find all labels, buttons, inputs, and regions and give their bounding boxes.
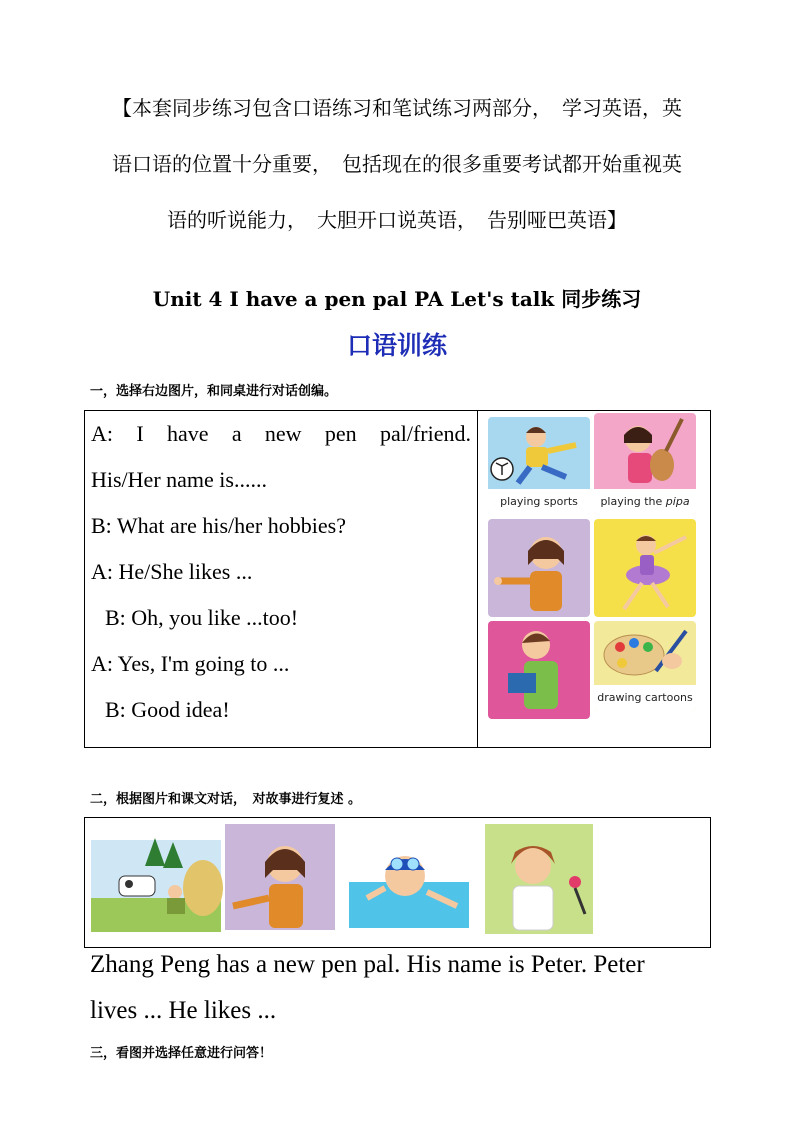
page-subtitle: 口语训练 bbox=[346, 331, 447, 360]
playing-pipa-card bbox=[594, 413, 696, 515]
story-pictures-box bbox=[84, 817, 711, 948]
girl-pointing-picture bbox=[225, 824, 335, 930]
section1-heading: 一，选择右边图片，和同桌进行对话创编。 bbox=[90, 384, 338, 399]
soccer-boy-illustration bbox=[488, 417, 590, 489]
farm-scene-picture bbox=[91, 838, 223, 932]
singing-woman-picture bbox=[485, 824, 593, 934]
section3-heading: 三，看图并选择任意进行问答！ bbox=[90, 1046, 273, 1061]
dialog-table bbox=[84, 410, 711, 748]
dancing-card bbox=[594, 519, 696, 617]
page-title: Unit 4 I have a pen pal PA Let's talk 同步练习 bbox=[152, 287, 642, 311]
story-line-2: lives ... He likes ... bbox=[90, 997, 277, 1024]
girl-pointing-card bbox=[488, 519, 590, 617]
dialog-line: B: What are his/her hobbies? bbox=[91, 513, 346, 538]
story-text bbox=[90, 942, 700, 1034]
caption-pipa-prefix: playing the bbox=[600, 495, 666, 508]
drawing-cartoons-card bbox=[594, 621, 696, 711]
girl-pointing-illustration bbox=[488, 519, 590, 617]
intro-line-2: 语口语的位置十分重要， 包括现在的很多重要考试都开始重视英 bbox=[112, 152, 682, 176]
pipa-girl-illustration bbox=[594, 413, 696, 489]
ballet-girl-illustration bbox=[594, 519, 696, 617]
dialog-line: B: Oh, you like ...too! bbox=[105, 605, 299, 630]
table-divider bbox=[477, 411, 478, 747]
dialog-line: His/Her name is...... bbox=[91, 467, 267, 492]
dialog-line: A: I have a new pen pal/friend. bbox=[91, 421, 471, 446]
reading-card bbox=[488, 621, 590, 719]
section2-heading: 二，根据图片和课文对话， 对故事进行复述 。 bbox=[90, 792, 362, 807]
reading-boy-illustration bbox=[488, 621, 590, 709]
dialog-line: A: He/She likes ... bbox=[91, 559, 253, 584]
caption-playing-pipa bbox=[594, 489, 696, 515]
caption-playing-sports: playing sports bbox=[488, 489, 590, 515]
caption-pipa-word: pipa bbox=[665, 495, 690, 508]
intro-paragraph bbox=[90, 80, 704, 248]
story-pictures bbox=[85, 818, 710, 947]
dialog-line: A: Yes, I'm going to ... bbox=[91, 651, 290, 676]
intro-line-3: 语的听说能力， 大胆开口说英语， 告别哑巴英语】 bbox=[167, 208, 627, 232]
palette-illustration bbox=[594, 621, 696, 685]
intro-line-1: 【本套同步练习包含口语练习和笔试练习两部分， 学习英语，英 bbox=[112, 96, 682, 120]
dialog-line: B: Good idea! bbox=[105, 697, 230, 722]
story-line-1: Zhang Peng has a new pen pal. His name is Peter. Peter bbox=[90, 951, 645, 978]
dialog-list bbox=[91, 411, 471, 733]
playing-sports-card bbox=[488, 417, 590, 515]
caption-drawing-cartoons: drawing cartoons bbox=[594, 685, 696, 711]
swimming-boy-picture bbox=[349, 830, 469, 928]
